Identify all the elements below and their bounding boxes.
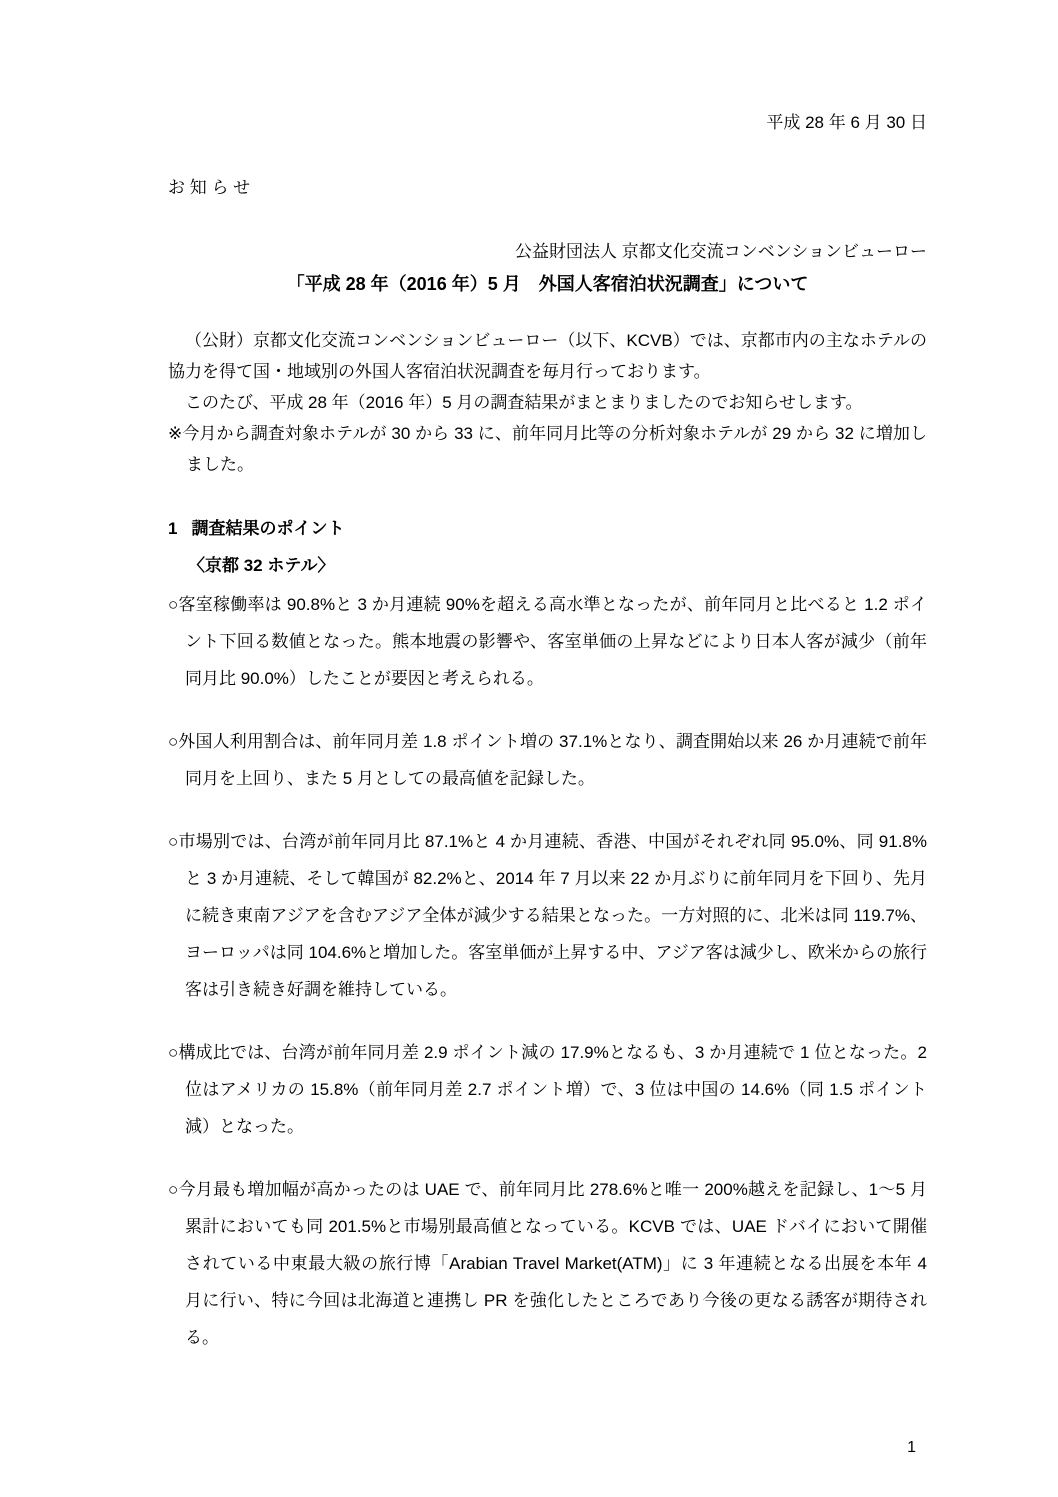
section-1-subheading: 〈京都 32 ホテル〉 — [188, 556, 335, 575]
bullet-composition-ratio: ○構成比では、台湾が前年同月差 2.9 ポイント減の 17.9%となるも、3 か月連続で 1 位となった。2 位はアメリカの 15.8%（前年同月差 2.7 ポイント増）で、3 位は中国の 14.6%（同 1.5 ポイント減）となった。 — [168, 1043, 927, 1136]
organization-line: 公益財団法人 京都文化交流コンベンションビューロー — [515, 242, 927, 261]
note-paragraph: ※今月から調査対象ホテルが 30 から 33 に、前年同月比等の分析対象ホテルが 29 から 32 に増加しました。 — [168, 424, 927, 474]
date-line: 平成 28 年 6 月 30 日 — [766, 113, 927, 132]
bullet-occupancy-rate: ○客室稼働率は 90.8%と 3 か月連続 90%を超える高水準となったが、前年同月と比べると 1.2 ポイント下回る数値となった。熊本地震の影響や、客室単価の上昇などにより日本人客が減少（前年同月比 90.0%）したことが要因と考えられる。 — [168, 595, 927, 688]
intro-paragraph-2: このたび、平成 28 年（2016 年）5 月の調査結果がまとまりましたのでお知らせします。 — [185, 393, 863, 412]
page-number: 1 — [907, 1439, 916, 1456]
section-1-number: 1 — [168, 519, 178, 538]
bullet-uae-growth: ○今月最も増加幅が高かったのは UAE で、前年同月比 278.6%と唯一 200%越えを記録し、1～5 月累計においても同 201.5%と市場別最高値となっている。KCVB では、UAE ドバイにおいて開催されている中東最大級の旅行博「Arabian Travel Market(ATM)」に 3 年連続となる出展を本年 4 月に行い、特に今回は北海道と連携し PR を強化したところであり今後の更なる誘客が期待される。 — [168, 1180, 927, 1347]
section-1-title: 調査結果のポイント — [191, 519, 345, 538]
bullet-by-market: ○市場別では、台湾が前年同月比 87.1%と 4 か月連続、香港、中国がそれぞれ同 95.0%、同 91.8%と 3 か月連続、そして韓国が 82.2%と、2014 年 7 月以来 22 か月ぶりに前年同月を下回り、先月に続き東南アジアを含むアジア全体が減少する結果となった。一方対照的に、北米は同 119.7%、ヨーロッパは同 104.6%と増加した。客室単価が上昇する中、アジア客は減少し、欧米からの旅行客は引き続き好調を維持している。 — [168, 832, 927, 999]
bullet-foreign-guest-ratio: ○外国人利用割合は、前年同月差 1.8 ポイント増の 37.1%となり、調査開始以来 26 か月連続で前年同月を上回り、また 5 月としての最高値を記録した。 — [168, 732, 927, 788]
bullet-list — [168, 586, 927, 1356]
document-title: 「平成 28 年（2016 年）5 月 外国人客宿泊状況調査」について — [286, 274, 809, 294]
section-1-heading — [168, 513, 927, 545]
intro-paragraph-1: （公財）京都文化交流コンベンションビューロー（以下、KCVB）では、京都市内の主なホテルの協力を得て国・地域別の外国人客宿泊状況調査を毎月行っております。 — [168, 331, 927, 381]
notice-label: お 知 ら せ — [168, 178, 251, 197]
